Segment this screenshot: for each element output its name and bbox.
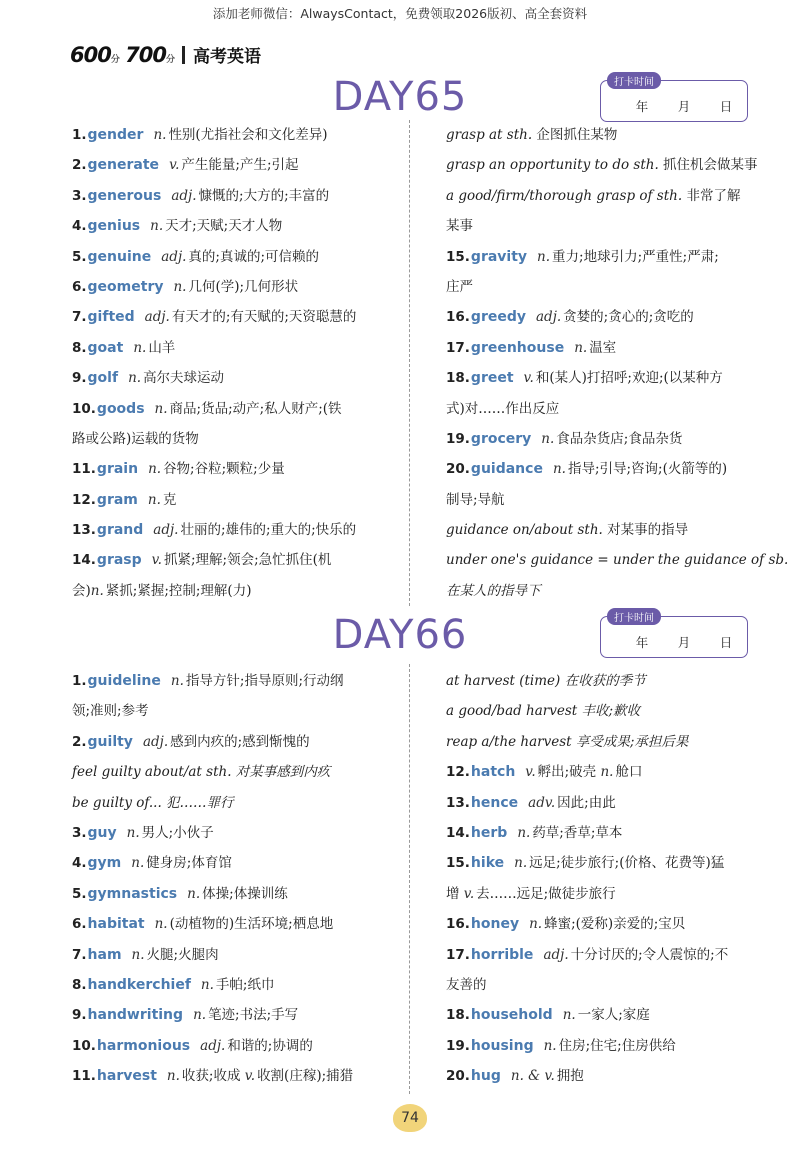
entry-number: 5.	[72, 885, 87, 902]
definition-text: 一家人;家庭	[577, 1007, 650, 1024]
entry-number: 18.	[446, 1007, 470, 1024]
definition-text: 收割(庄稼);捕猎	[257, 1068, 354, 1085]
entry-number: 20.	[446, 1068, 470, 1085]
vocab-line	[446, 242, 756, 272]
part-of-speech: v.	[151, 552, 162, 569]
part-of-speech: n.	[537, 248, 551, 265]
definition-text: 舱口	[615, 764, 643, 781]
vocab-word: gifted	[87, 309, 135, 326]
definition-text: 对某事的指导	[602, 522, 689, 539]
part-of-speech: n.	[600, 764, 614, 781]
definition-text: 因此;由此	[557, 794, 616, 811]
vocab-word: hence	[470, 794, 519, 811]
definition-text: 制导;导航	[446, 491, 505, 508]
vocab-line	[446, 788, 756, 818]
vocab-word: harmonious	[96, 1037, 191, 1054]
definition-text: 健身房;体育馆	[146, 855, 232, 872]
definition-text: 男人;小伙子	[141, 824, 214, 841]
entry-number: 9.	[72, 1007, 87, 1024]
example-phrase: guidance on/about sth.	[446, 522, 603, 539]
vocab-word: gender	[87, 127, 144, 143]
definition-text: 产生能量;产生;引起	[181, 157, 299, 174]
definition-text: 紧抓;紧握;控制;理解(力)	[105, 582, 252, 599]
vocab-line	[72, 1031, 390, 1061]
entry-number: 7.	[72, 309, 87, 326]
vocab-line	[72, 788, 390, 818]
vocab-line	[72, 150, 390, 180]
definition-text: 指导;引导;咨询;(火箭等的)	[567, 461, 728, 478]
example-phrase: feel guilty about/at sth. 对某事感到内疚	[72, 764, 331, 781]
vocab-line	[72, 757, 390, 787]
entry-number: 1.	[72, 127, 87, 143]
part-of-speech: v.	[169, 157, 180, 174]
vocab-word: grand	[96, 522, 144, 539]
part-of-speech: n.	[131, 855, 145, 872]
definition-text: 克	[162, 491, 177, 508]
vocab-word: harvest	[96, 1068, 157, 1085]
entry-number: 4.	[72, 218, 87, 235]
vocab-line	[72, 394, 390, 424]
entry-number: 15.	[446, 248, 470, 265]
example-phrase: reap a/the harvest 享受成果;承担后果	[446, 733, 689, 750]
vocab-word: hug	[470, 1068, 501, 1085]
vocab-word: handkerchief	[87, 976, 191, 993]
part-of-speech: n.	[154, 916, 168, 933]
checkin-box-day66: 打卡时间 年 月 日	[600, 616, 748, 658]
vocab-line	[72, 1000, 390, 1030]
entry-number: 4.	[72, 855, 87, 872]
vocab-word: greenhouse	[470, 339, 565, 356]
entry-number: 6.	[72, 278, 87, 295]
example-phrase: at harvest (time) 在收获的季节	[446, 673, 646, 689]
vocab-line	[72, 181, 390, 211]
vocab-line	[446, 940, 756, 970]
vocab-line	[446, 1000, 756, 1030]
vocab-line	[72, 363, 390, 393]
vocab-line	[446, 848, 756, 878]
definition-text: 感到内疚的;感到惭愧的	[170, 733, 310, 750]
vocab-word: handwriting	[87, 1007, 184, 1024]
vocab-word: habitat	[87, 916, 145, 933]
vocab-word: ham	[87, 946, 122, 963]
part-of-speech: n.	[128, 370, 142, 387]
definition-text: 高尔夫球运动	[143, 370, 225, 387]
vocab-line	[446, 120, 756, 150]
definition-text: 住房;住宅;住房供给	[558, 1037, 676, 1054]
definition-text: 慷慨的;大方的;丰富的	[198, 187, 330, 204]
vocab-line	[446, 485, 756, 515]
definition-text: 十分讨厌的;令人震惊的;不	[570, 946, 729, 963]
part-of-speech: adj.	[161, 248, 187, 265]
part-of-speech: v.	[244, 1068, 256, 1085]
part-of-speech: n.	[153, 127, 167, 143]
vocab-word: genuine	[87, 248, 152, 265]
part-of-speech: v.	[525, 764, 536, 781]
example-phrase: grasp at sth.	[446, 127, 533, 143]
example-phrase: grasp an opportunity to do sth.	[446, 157, 659, 174]
vocab-word: guy	[87, 824, 117, 841]
vocab-line	[446, 818, 756, 848]
entry-number: 9.	[72, 370, 87, 387]
vocab-line	[446, 272, 756, 302]
checkin-tag: 打卡时间	[607, 608, 661, 625]
day65-right-column	[446, 120, 789, 606]
definition-text: 抓住机会做某事	[658, 157, 758, 174]
entry-number: 3.	[72, 824, 87, 841]
vocab-line	[72, 424, 390, 454]
part-of-speech: n.	[187, 885, 201, 902]
vocab-line	[72, 485, 390, 515]
vocab-line	[72, 848, 390, 878]
vocab-word: herb	[470, 824, 508, 841]
vocab-line	[446, 394, 756, 424]
definition-text: 贪婪的;贪心的;贪吃的	[563, 309, 694, 326]
vocab-line	[446, 211, 756, 241]
definition-text: 增	[446, 885, 464, 902]
entry-number: 1.	[72, 673, 87, 689]
vocab-line	[446, 696, 756, 726]
entry-number: 8.	[72, 976, 87, 993]
entry-number: 2.	[72, 733, 87, 750]
part-of-speech: adj.	[144, 309, 170, 326]
entry-number: 17.	[446, 339, 470, 356]
vocab-word: grocery	[470, 430, 532, 447]
part-of-speech: n.	[541, 430, 555, 447]
entry-number: 10.	[72, 400, 96, 417]
vocab-line	[72, 879, 390, 909]
entry-number: 13.	[446, 794, 470, 811]
definition-text: 温室	[589, 339, 617, 356]
part-of-speech: n.	[131, 946, 145, 963]
entry-number: 19.	[446, 1037, 470, 1054]
part-of-speech: adj.	[171, 187, 197, 204]
part-of-speech: n.	[574, 339, 588, 356]
vocab-word: generous	[87, 187, 162, 204]
definition-text: 领;准则;参考	[72, 703, 149, 720]
column-divider	[409, 664, 410, 1094]
vocab-line	[72, 272, 390, 302]
entry-number: 6.	[72, 916, 87, 933]
part-of-speech: adj.	[142, 733, 169, 750]
vocab-line	[446, 333, 756, 363]
day66-right-column	[446, 666, 756, 1091]
vocab-line	[72, 818, 390, 848]
definition-text: 壮丽的;雄伟的;重大的;快乐的	[180, 522, 357, 539]
part-of-speech: adj.	[543, 946, 569, 963]
part-of-speech: n.	[562, 1007, 576, 1024]
vocab-line	[446, 424, 756, 454]
entry-number: 5.	[72, 248, 87, 265]
definition-text: 企图抓住某物	[532, 127, 618, 143]
day66-left-column	[72, 666, 390, 1091]
definition-text: 会)	[72, 582, 91, 599]
vocab-line	[446, 576, 756, 606]
vocab-line	[446, 970, 756, 1000]
vocab-line	[72, 727, 390, 757]
vocab-word: housing	[470, 1037, 534, 1054]
example-phrase: a good/bad harvest 丰收;歉收	[446, 703, 641, 720]
part-of-speech: n.	[173, 278, 187, 295]
definition-text: (动植物的)生活环境;栖息地	[169, 916, 334, 933]
entry-number: 10.	[72, 1037, 96, 1054]
definition-text: 手帕;纸巾	[215, 976, 275, 993]
entry-number: 14.	[446, 824, 470, 841]
vocab-line	[72, 120, 390, 150]
vocab-line	[446, 879, 756, 909]
definition-text: 真的;真诚的;可信赖的	[188, 248, 320, 265]
vocab-line	[446, 1061, 756, 1091]
definition-text: 天才;天赋;天才人物	[165, 218, 283, 235]
part-of-speech: n.	[193, 1007, 207, 1024]
day65-left-column	[72, 120, 390, 606]
definition-text: 几何(学);几何形状	[188, 278, 299, 295]
part-of-speech: n.	[166, 1068, 180, 1085]
vocab-line	[446, 666, 756, 696]
definition-text: 重力;地球引力;严重性;严肃;	[552, 248, 719, 265]
entry-number: 16.	[446, 916, 470, 933]
entry-number: 7.	[72, 946, 87, 963]
vocab-word: guideline	[87, 673, 161, 689]
definition-text: 和谐的;协调的	[227, 1037, 313, 1054]
book-logo	[70, 42, 261, 67]
part-of-speech: n.	[154, 400, 168, 417]
vocab-word: guidance	[470, 461, 543, 478]
definition-text: 蜂蜜;(爱称)亲爱的;宝贝	[544, 916, 686, 933]
logo-score: 600分 700分	[70, 42, 175, 67]
part-of-speech: n.	[170, 673, 184, 689]
vocab-word: gymnastics	[87, 885, 178, 902]
day66-title: DAY66	[332, 612, 468, 658]
definition-text: 和(某人)打招呼;欢迎;(以某种方	[535, 370, 723, 387]
vocab-word: genius	[87, 218, 141, 235]
part-of-speech: n.	[552, 461, 566, 478]
vocab-line	[72, 454, 390, 484]
entry-number: 3.	[72, 187, 87, 204]
definition-text: 笔迹;书法;手写	[208, 1007, 299, 1024]
vocab-word: gram	[96, 491, 138, 508]
vocab-line	[72, 576, 390, 606]
definition-text: 谷物;谷粒;颗粒;少量	[163, 461, 285, 478]
logo-subject: 高考英语	[193, 47, 262, 67]
page-number: 74	[393, 1104, 427, 1132]
definition-text: 有天才的;有天赋的;天资聪慧的	[171, 309, 357, 326]
definition-text: 式)对……作出反应	[446, 400, 560, 417]
part-of-speech: adj.	[536, 309, 562, 326]
part-of-speech: n.	[514, 855, 528, 872]
part-of-speech: adv.	[528, 794, 556, 811]
entry-number: 13.	[72, 522, 96, 539]
column-divider	[409, 120, 410, 606]
entry-number: 8.	[72, 339, 87, 356]
part-of-speech: v.	[523, 370, 534, 387]
part-of-speech: n.	[543, 1037, 557, 1054]
part-of-speech: adj.	[200, 1037, 226, 1054]
checkin-tag: 打卡时间	[607, 72, 661, 89]
example-phrase: under one's guidance = under the guidance of sb.	[446, 552, 789, 569]
example-phrase: be guilty of... 犯……罪行	[72, 794, 234, 811]
definition-text: 食品杂货店;食品杂货	[556, 430, 683, 447]
entry-number: 14.	[72, 552, 96, 569]
day65-title: DAY65	[332, 74, 468, 120]
part-of-speech: n.	[150, 218, 164, 235]
vocab-word: grain	[96, 461, 139, 478]
vocab-word: gym	[87, 855, 122, 872]
part-of-speech: n. & v.	[510, 1068, 555, 1085]
vocab-line	[446, 545, 789, 575]
vocab-word: gravity	[470, 248, 528, 265]
definition-text: 路或公路)运载的货物	[72, 430, 199, 447]
entry-number: 11.	[72, 461, 96, 478]
vocab-line	[72, 696, 390, 726]
definition-text: 某事	[446, 218, 473, 235]
vocab-line	[72, 211, 390, 241]
entry-number: 16.	[446, 309, 470, 326]
entry-number: 15.	[446, 855, 470, 872]
definition-text: 远足;徒步旅行;(价格、花费等)猛	[529, 855, 725, 872]
vocab-word: goat	[87, 339, 124, 356]
vocab-line	[446, 515, 756, 545]
vocab-line	[446, 181, 756, 211]
vocab-word: geometry	[87, 278, 164, 295]
vocab-line	[446, 727, 756, 757]
example-phrase: 在某人的指导下	[446, 582, 541, 599]
entry-number: 2.	[72, 157, 87, 174]
part-of-speech: adj.	[153, 522, 179, 539]
vocab-word: household	[470, 1007, 553, 1024]
entry-number: 19.	[446, 430, 470, 447]
definition-text: 药草;香草;草本	[532, 824, 623, 841]
vocab-line	[446, 454, 756, 484]
vocab-word: greedy	[470, 309, 526, 326]
vocab-word: hatch	[470, 764, 516, 781]
entry-number: 18.	[446, 370, 470, 387]
vocab-line	[72, 970, 390, 1000]
part-of-speech: v.	[463, 885, 475, 902]
watermark-text: 添加老师微信：AlwaysContact，免费领取2026版初、高全套资料	[212, 6, 588, 21]
definition-text: 抓紧;理解;领会;急忙抓住(机	[163, 552, 332, 569]
entry-number: 12.	[72, 491, 96, 508]
part-of-speech: n.	[133, 339, 147, 356]
definition-text: 非常了解	[682, 187, 741, 204]
definition-text: 收获;收成	[181, 1068, 245, 1085]
vocab-word: honey	[470, 916, 520, 933]
logo-divider	[182, 46, 185, 64]
definition-text: 指导方针;指导原则;行动纲	[185, 673, 344, 689]
definition-text: 火腿;火腿肉	[146, 946, 219, 963]
definition-text: 孵出;破壳	[537, 764, 601, 781]
definition-text: 去……远足;做徒步旅行	[476, 885, 616, 902]
definition-text: 商品;货品;动产;私人财产;(铁	[169, 400, 342, 417]
vocab-line	[72, 940, 390, 970]
vocab-line	[72, 909, 390, 939]
part-of-speech: n.	[126, 824, 140, 841]
vocab-word: guilty	[87, 733, 133, 750]
definition-text: 友善的	[446, 976, 487, 993]
vocab-word: grasp	[96, 552, 142, 569]
vocab-line	[446, 302, 756, 332]
vocab-line	[446, 909, 756, 939]
part-of-speech: n.	[148, 461, 162, 478]
vocab-word: golf	[87, 370, 119, 387]
vocab-word: hike	[470, 855, 505, 872]
definition-text: 山羊	[148, 339, 176, 356]
vocab-line	[72, 302, 390, 332]
example-phrase: a good/firm/thorough grasp of sth.	[446, 187, 683, 204]
vocab-line	[72, 515, 390, 545]
vocab-line	[72, 666, 390, 696]
part-of-speech: n.	[517, 824, 531, 841]
vocab-line	[72, 333, 390, 363]
definition-text: 性别(尤指社会和文化差异)	[168, 127, 328, 143]
definition-text: 拥抱	[556, 1068, 584, 1085]
vocab-word: greet	[470, 370, 514, 387]
vocab-line	[446, 757, 756, 787]
vocab-line	[72, 545, 390, 575]
vocab-word: generate	[87, 157, 160, 174]
part-of-speech: n.	[90, 582, 104, 599]
entry-number: 12.	[446, 764, 470, 781]
definition-text: 庄严	[446, 278, 473, 295]
vocab-line	[446, 363, 756, 393]
vocab-word: horrible	[470, 946, 534, 963]
vocab-line	[72, 242, 390, 272]
definition-text: 体操;体操训练	[202, 885, 288, 902]
entry-number: 20.	[446, 461, 470, 478]
entry-number: 17.	[446, 946, 470, 963]
part-of-speech: n.	[147, 491, 161, 508]
checkin-box-day65: 打卡时间 年 月 日	[600, 80, 748, 122]
vocab-line	[72, 1061, 390, 1091]
vocab-word: goods	[96, 400, 145, 417]
part-of-speech: n.	[200, 976, 214, 993]
part-of-speech: n.	[529, 916, 543, 933]
vocab-line	[446, 1031, 756, 1061]
entry-number: 11.	[72, 1068, 96, 1085]
vocab-line	[446, 150, 756, 180]
